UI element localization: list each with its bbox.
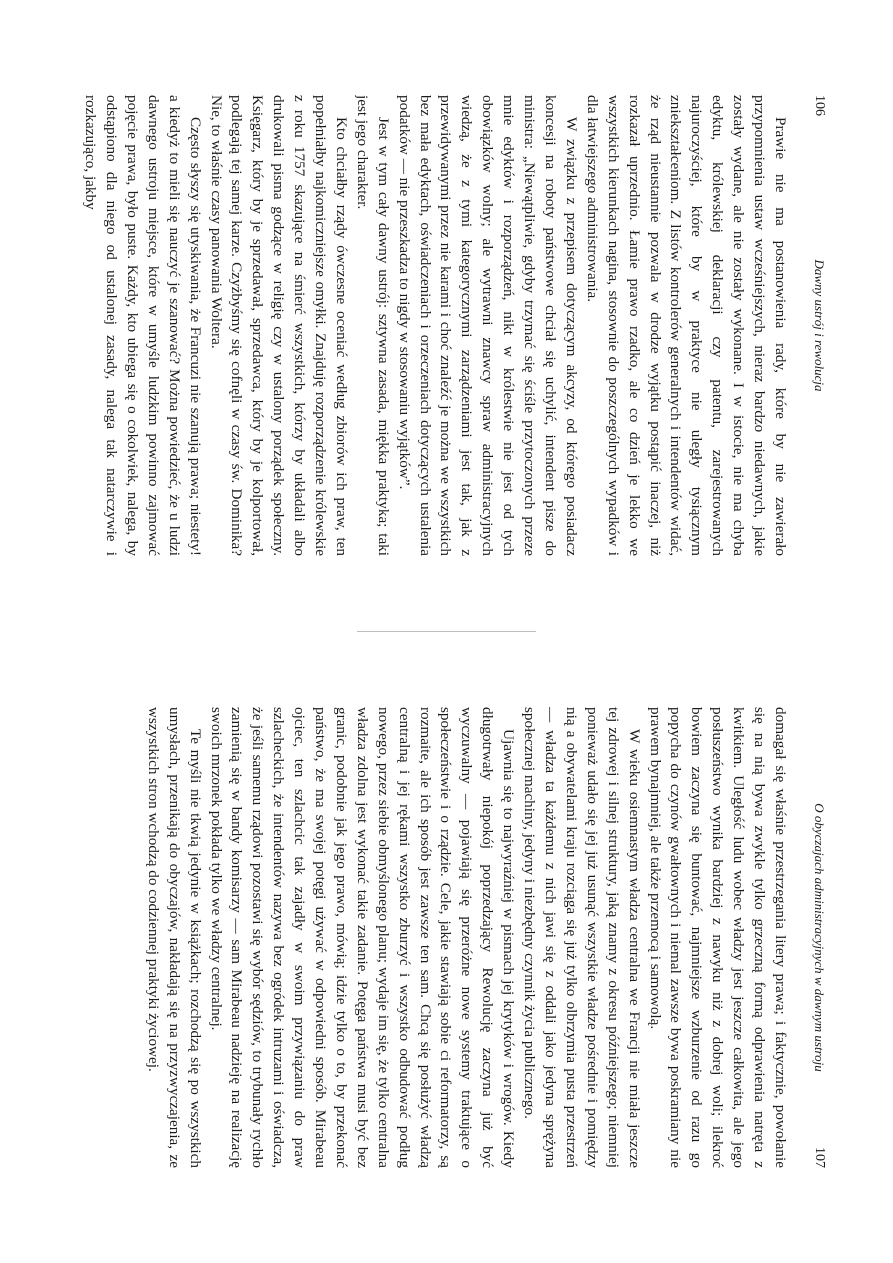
left-paragraph-4: Kto chciałby rządy ówczesne oceniać według zbiorów ich praw, ten popełniałby najkomiczniejsze omyłki. Znajduję rozporządzenie królewskie z roku 1757 skazujące na śmierć wszystkich, którzy by układali albo drukowali pisma godzące w religię czy w ustalony porządek społeczny. Księgarz, który by je sprzedawał, sprzedawca, który by je kolportował, podlegają tej samej karze. Czyżbyśmy się cofnęli w czasy św. Dominika? Nie, to właśnie czasy panowania Woltera. [207, 95, 350, 556]
left-page-body [40, 95, 790, 556]
right-page [0, 632, 893, 1263]
right-paragraph-3: Ujawnia się to najwyraźniej w pismach jej krytyków i wrogów. Kiedy długotrwały niepokój poprzedzający Rewolucję zaczyna już być wyczuwalny — pojawiają się przeróżne nowe systemy traktujące o społeczeństwie i o rządzie. Cele, jakie stawiają sobie ci reformatorzy, są rozmaite, ale ich sposób jest zawsze ten sam. Chcą się posłużyć władzą centralną i jej rękami wszystko zburzyć i wszystko odbudować podług nowego, przez siebie obmyślonego planu; wydaje im się, że tylko centralna władza zdolna jest wykonać takie zadanie. Potęga państwa musi być bez granic, podobnie jak jego prawo, mówią; idzie tylko o to, by przekonać państwo, że ma swojej potęgi używać w odpowiedni sposób. Mirabeau ojciec, ten szlachcic tak zajadły w swoim przywiązaniu do praw szlacheckich, że intendentów nazywa bez ogródek intruzami i oświadcza, że jeśli samemu rządowi pozostawi się wybór sędziów, to trybunały rychło zamienią się w bandy komisarzy — sam Mirabeau nadzieję na realizację swoich mrzonek pokłada tylko we władzy centralnej. [207, 707, 518, 1168]
right-paragraph-1: domagał się właśnie przestrzegania litery prawa; i faktycznie, powołanie się na nią bywa zwykle tylko grzeczną formą odprawienia natręta z kwitkiem. Uległość ludu wobec władzy jest jeszcze całkowita, ale jego posłuszeństwo wynika bardziej z nawyku niż z dobrej woli; ilekroć bowiem zaczyna się buntować, najmniejsze wzburzenie od razu go popycha do czynów gwałtownych i niemal zawsze bywa poskramiany nie prawem bynajmniej, ale także przemocą i samowolą. [646, 707, 789, 1168]
left-paragraph-1: Prawie nie ma postanowienia rady, które by nie zawierało przypomnienia ustaw wcześniejszych, nieraz bardzo niedawnych, jakie zostały wydane, ale nie zostały wykonane. I w istocie, nie ma chyba edyktu, królewskiej deklaracji czy patentu, zarejestrowanych najuroczyściej, które by w praktyce nie uległy tysiącznym zniekształceniom. Z listów kontrolerów generalnych i intendentów widać, że rząd nieustannie pozwala w drodze wyjątku postąpić inaczej, niż rozkazał uprzednio. Łamie prawo rzadko, ale co dzień je lekko we wszystkich kierunkach nagina, stosownie do poszczególnych wypadków i dla łatwiejszego administrowania. [583, 95, 789, 556]
right-paragraph-4: Te myśli nie tkwią jedynie w książkach; rozchodzą się po wszystkich umysłach, przenikają do obyczajów, nakładają się na przyzwyczajenia, ze wszystkich stron wchodzą do codziennej praktyki życiowej. [144, 707, 204, 1168]
right-running-title: O obyczajach administracyjnych w dawnym ustroju [812, 803, 827, 1072]
left-running-title: Dawny ustrój i rewolucja [812, 259, 827, 392]
right-page-number: 107 [812, 1147, 827, 1168]
left-paragraph-3: Jest w tym cały dawny ustrój: sztywna zasada, miękka praktyka; taki jest jego charakter. [353, 95, 392, 556]
left-paragraph-5: Często słyszy się utyskiwania, że Francuzi nie szanują prawa; niestety! a kiedyż to mieli się nauczyć je szanować? Można powiedzieć, że u ludzi dawnego ustroju miejsce, które w umyśle ludzkim powinno zajmować pojęcie prawa, było puste. Każdy, kto ubiega się o cokolwiek, nalega, by odstąpiono dla niego od ustalonej zasady, nalega tak natarczywie i rozkazująco, jakby [82, 95, 204, 556]
left-page [0, 0, 893, 631]
right-paragraph-2: W wieku osiemnastym władza centralna we Francji nie miała jeszcze tej zdrowej i silnej struktury, jaką znamy z okresu późniejszego; niemniej ponieważ udało się jej już usunąć wszystkie władze pośrednie i pomiędzy nią a obywatelami kraju rozciąga się już tylko olbrzymia pusta przestrzeń — władza ta każdemu z nich jawi się z oddali jako jedyna sprężyna społecznej machiny, jedyny i niezbędny czynnik życia publicznego. [521, 707, 643, 1168]
left-paragraph-2: W związku z przepisem dotyczącym akcyzy, od którego posiadacz koncesji na roboty państwowe chciał się uchylić, intendent pisze do ministra: „Niewątpliwie, gdyby trzymać się ściśle przytoczonych przeze mnie edyktów i rozporządzeń, nikt w królestwie nie jest od tych obowiązków wolny; ale wytrawni znawcy spraw administracyjnych wiedzą, że z tymi kategorycznymi zarządzeniami jest tak, jak z przewidywanymi przez nie karami i choć znaleźć je można we wszystkich bez mała edyktach, oświadczeniach i orzeczeniach dotyczących ustalenia podatków — nie przeszkadza to nigdy w stosowaniu wyjątków”. [395, 95, 580, 556]
right-page-header [809, 707, 827, 1168]
left-page-header [809, 95, 827, 556]
right-page-body [40, 707, 790, 1168]
left-page-number: 106 [812, 95, 827, 116]
